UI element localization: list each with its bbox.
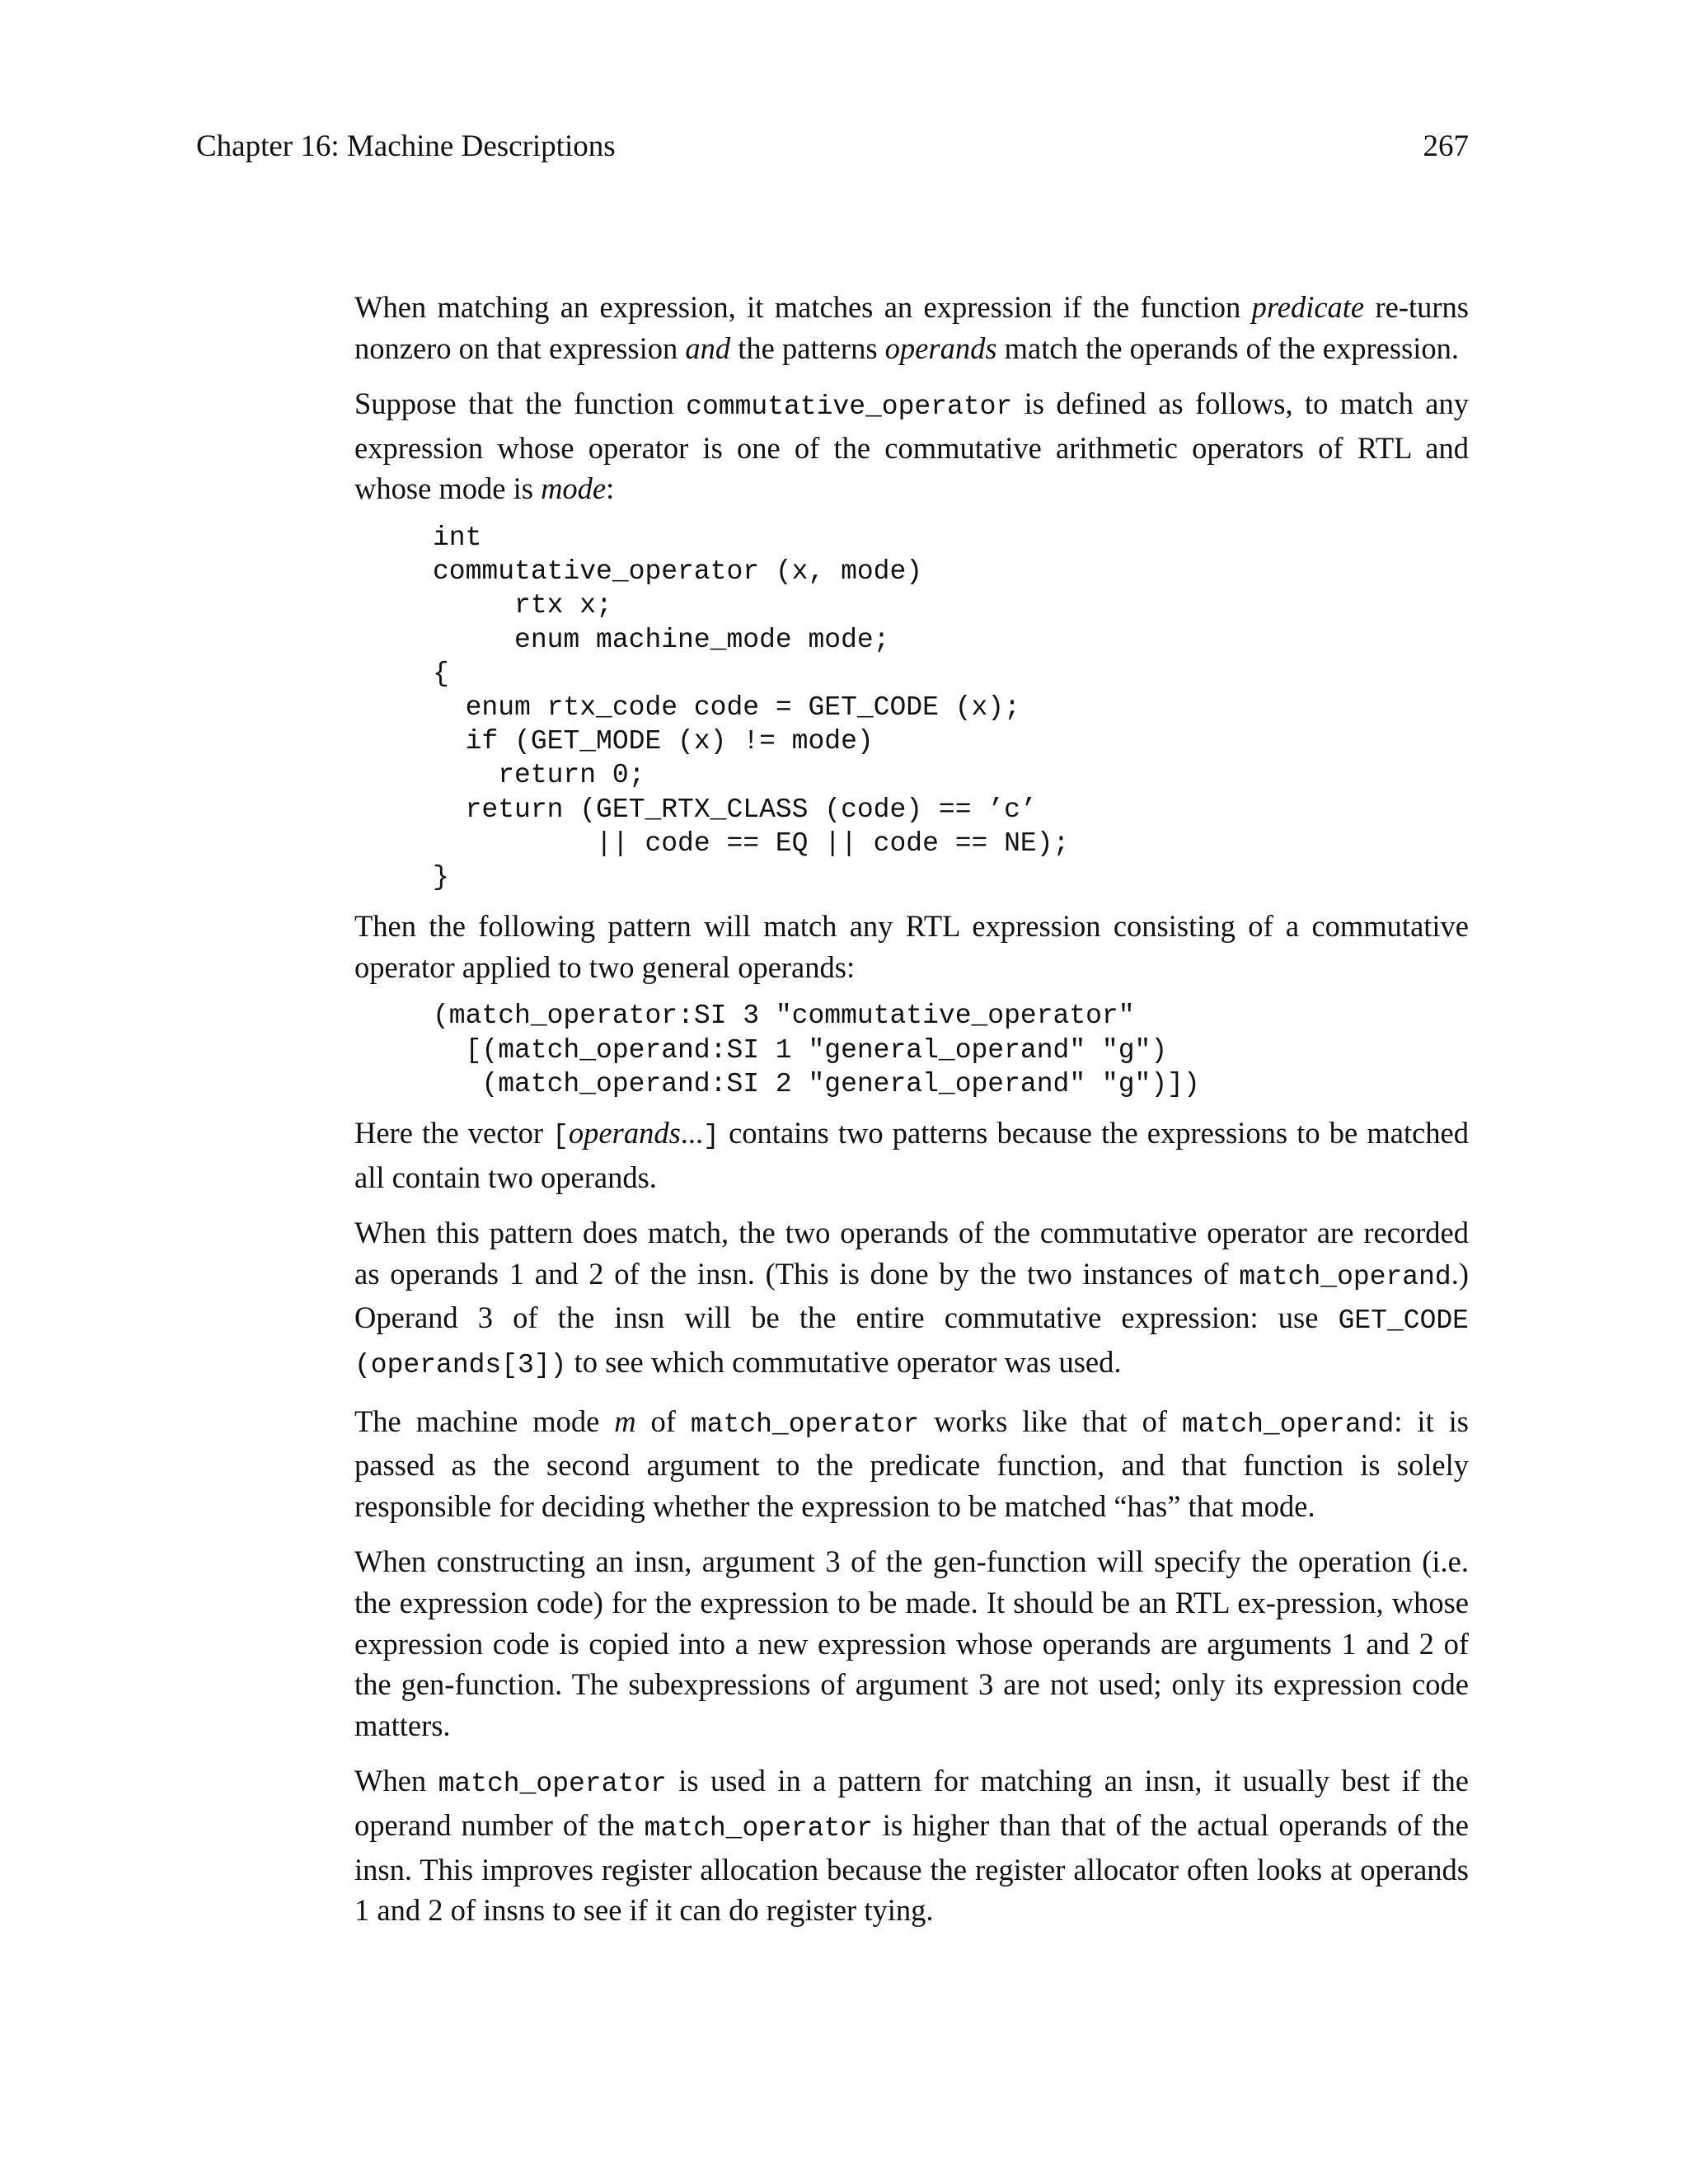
text-run: When matching an expression, it matches an expression if the function — [354, 290, 1252, 324]
inline-code: match_operator — [644, 1812, 873, 1844]
term-mode: mode — [541, 471, 607, 506]
text-run: When — [354, 1764, 438, 1798]
paragraph-operands-vector — [354, 1113, 1469, 1197]
text-run: .) Operand 3 of the insn will be the entire commutative expression: use — [354, 1256, 1469, 1335]
text-run: to see which commutative operator was used. — [566, 1344, 1122, 1379]
paragraph-commutative-definition — [354, 383, 1469, 509]
paragraph-machine-mode — [354, 1401, 1469, 1527]
inline-code: match_operand — [1239, 1261, 1451, 1292]
inline-code: commutative_operator — [686, 391, 1013, 423]
term-operands: operands — [884, 330, 997, 365]
paragraph-pattern-match — [354, 1212, 1469, 1385]
text-run: : it is passed as the second argument to the predicate function, and that function is solely responsible for deciding whether the expression to be matched “has” that mode. — [354, 1404, 1469, 1523]
running-head — [196, 129, 1469, 165]
inline-code: match_operator — [690, 1408, 920, 1440]
term-operands: operands — [568, 1116, 681, 1150]
paragraph-operand-number — [354, 1760, 1469, 1930]
text-run: The machine mode — [354, 1404, 615, 1438]
text-run: Then the following pattern will match any RTL expression consisting of a commutative operator applied to two general operands: — [354, 909, 1469, 984]
text-run: match the operands of the expression. — [996, 330, 1460, 365]
text-run: Here the vector — [354, 1116, 553, 1150]
text-run: re-turns nonzero on that expression — [354, 290, 1470, 365]
text-run: When this pattern does match, the two operands of the commutative operator are recorded as operands 1 and 2 of the insn. (This is done by the two instances of — [354, 1216, 1469, 1291]
inline-code: match_operand — [1181, 1408, 1395, 1440]
text-run: the patterns — [730, 330, 885, 365]
code-block-commutative-operator: int commutative_operator (x, mode) rtx x; enum machine_mode mode; { enum rtx_code code = GET_CODE (x); if (GET_MODE (x) != mode) return 0; return (GET_RTX_CLASS (code) == ’c’ || code == EQ || code == NE); } — [433, 522, 1070, 893]
page-number: 267 — [1423, 129, 1469, 163]
text-run: works like that of — [919, 1404, 1182, 1438]
text-run: Suppose that the function — [354, 387, 687, 421]
term-m: m — [614, 1404, 636, 1438]
body-text — [354, 287, 1469, 1946]
text-run: is higher than that of the actual operands of the insn. This improves register allocation because the register allocator often looks at operands 1 and 2 of insns to see if it can do register tying. — [354, 1807, 1469, 1928]
ellipsis: ... — [680, 1116, 704, 1150]
paragraph-constructing-insn — [354, 1541, 1469, 1746]
text-run: contains two patterns because the expressions to be matched all contain two operands. — [354, 1116, 1469, 1194]
code-block-match-operator: (match_operator:SI 3 "commutative_operator" [(match_operand:SI 1 "general_operand" "g") (match_operand:SI 2 "general_operand" "g")]) — [433, 1001, 1200, 1099]
term-and: and — [685, 330, 731, 365]
bracket: ] — [703, 1121, 720, 1151]
term-predicate: predicate — [1251, 290, 1365, 324]
text-run: of — [635, 1404, 691, 1438]
text-run: is used in a pattern for matching an insn, it usually best if the operand number of the — [354, 1764, 1470, 1842]
bracket: [ — [552, 1121, 569, 1151]
text-run: When constructing an insn, argument 3 of the gen-function will specify the operation (i.e. the expression code) for the expression to be made. It should be an RTL ex-pression, whose expression code is copied into a new expression whose operands are arguments 1 and 2 of the gen-function. The subexpressions of argument 3 are not used; only its expression code matters. — [354, 1544, 1469, 1742]
inline-code: match_operator — [438, 1769, 667, 1800]
text-run: is defined as follows, to match any expression whose operator is one of the commutative arithmetic operators of RTL and whose mode is — [354, 387, 1469, 506]
paragraph-predicate-matching — [354, 287, 1469, 368]
chapter-title: Chapter 16: Machine Descriptions — [196, 129, 616, 163]
text-run: : — [606, 471, 615, 506]
inline-code: GET_CODE (operands[3]) — [354, 1305, 1469, 1380]
paragraph-following-pattern — [354, 906, 1469, 987]
